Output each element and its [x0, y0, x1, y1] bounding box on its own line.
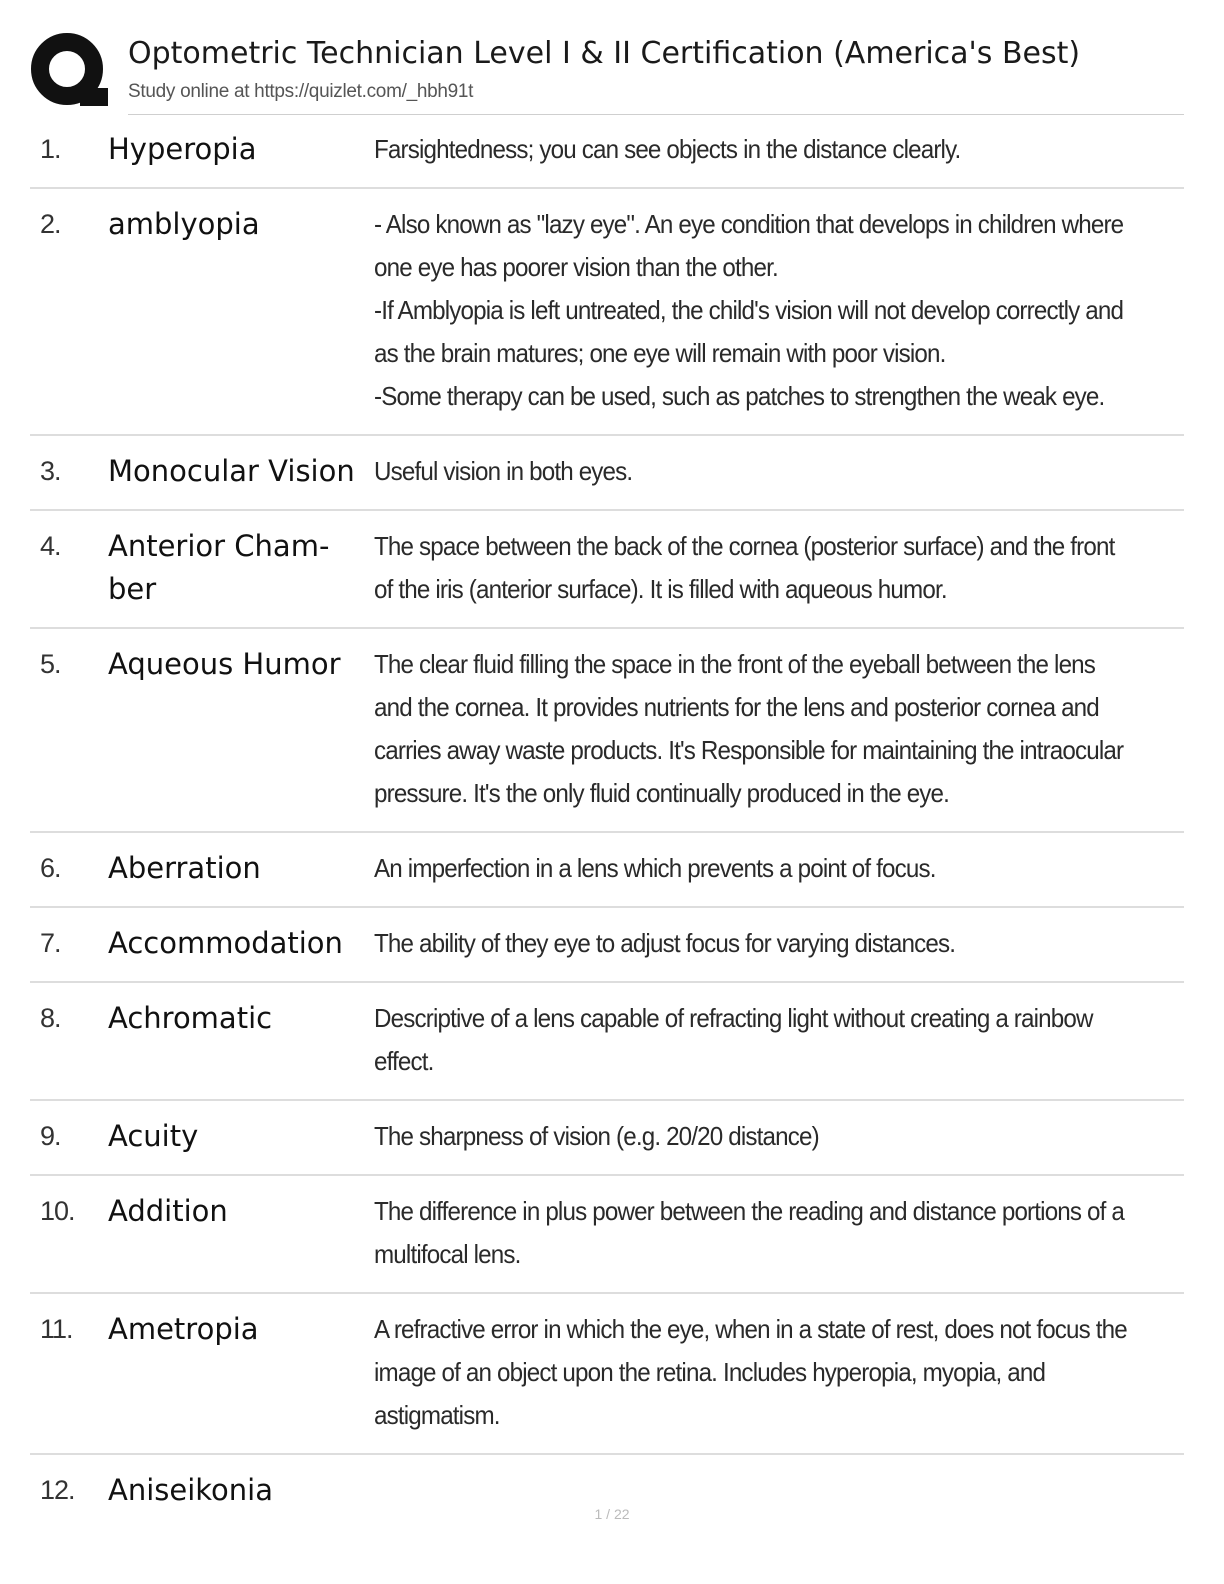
flashcard-row: [30, 189, 1184, 436]
flashcard-row: [30, 629, 1184, 833]
card-term: Achromatic: [108, 1001, 273, 1035]
definition-line: Descriptive of a lens capable of refracting light without creating a rainbow effect.: [374, 1003, 1093, 1076]
card-term: Addition: [108, 1194, 228, 1228]
definition-line: - Also known as "lazy eye". An eye condition that develops in children where one eye has poorer vision than the other.: [374, 209, 1124, 282]
card-definition: [374, 922, 1127, 965]
flashcard-row: [30, 908, 1184, 983]
flashcard-row: [30, 511, 1184, 629]
card-term: Anterior Cham-ber: [108, 529, 330, 606]
card-number: 5.: [40, 649, 61, 679]
definition-line: -Some therapy can be used, such as patches to strengthen the weak eye.: [374, 381, 1105, 411]
card-definition: [374, 997, 1127, 1083]
flashcard-row: [30, 114, 1184, 189]
flashcard-row: [30, 436, 1184, 511]
flashcard-row: [30, 1294, 1184, 1455]
quizlet-q-logo-icon: [30, 32, 108, 110]
flashcard-list: [30, 114, 1184, 1528]
definition-line: Useful vision in both eyes.: [374, 456, 633, 486]
card-definition: [374, 525, 1127, 611]
card-term: Aniseikonia: [108, 1473, 273, 1507]
card-number: 6.: [40, 853, 61, 883]
flashcard-row: [30, 1101, 1184, 1176]
definition-line: The clear fluid filling the space in the front of the eyeball between the lens and the cornea. It provides nutrients for the lens and posterior cornea and carries away waste products. It's Responsible for maintaining the intraocular pressure. It's the only fluid continually produced in the eye.: [374, 649, 1124, 808]
definition-line: The difference in plus power between the reading and distance portions of a multifocal lens.: [374, 1196, 1125, 1269]
card-term: amblyopia: [108, 207, 260, 241]
card-term: Aqueous Humor: [108, 647, 341, 681]
page-header: [30, 28, 1184, 114]
card-number: 4.: [40, 531, 61, 561]
card-term: Accommodation: [108, 926, 343, 960]
card-term: Monocular Vision: [108, 454, 355, 488]
card-term: Ametropia: [108, 1312, 259, 1346]
card-number: 7.: [40, 928, 61, 958]
flashcard-row: [30, 833, 1184, 908]
study-online-link[interactable]: Study online at https://quizlet.com/_hbh91t: [128, 81, 474, 102]
card-number: 1.: [40, 134, 61, 164]
card-number: 12.: [40, 1475, 75, 1505]
definition-line: Farsightedness; you can see objects in the distance clearly.: [374, 134, 961, 164]
card-term: Hyperopia: [108, 132, 257, 166]
definition-line: -If Amblyopia is left untreated, the child's vision will not develop correctly and as the brain matures; one eye will remain with poor vision.: [374, 295, 1124, 368]
definition-line: The space between the back of the cornea (posterior surface) and the front of the iris (anterior surface). It is filled with aqueous humor.: [374, 531, 1115, 604]
card-number: 9.: [40, 1121, 61, 1151]
card-definition: [374, 128, 1127, 171]
card-number: 10.: [40, 1196, 75, 1226]
card-number: 2.: [40, 209, 61, 239]
definition-line: The ability of they eye to adjust focus for varying distances.: [374, 928, 956, 958]
flashcard-row: [30, 1176, 1184, 1294]
card-term: Aberration: [108, 851, 261, 885]
card-number: 11.: [40, 1314, 73, 1344]
card-number: 3.: [40, 456, 61, 486]
card-definition: [374, 1115, 1127, 1158]
page-title: Optometric Technician Level I & II Certification (America's Best): [128, 36, 1081, 71]
definition-line: A refractive error in which the eye, when in a state of rest, does not focus the image of an object upon the retina. Includes hyperopia, myopia, and astigmatism.: [374, 1314, 1127, 1430]
card-number: 8.: [40, 1003, 61, 1033]
flashcard-row: [30, 983, 1184, 1101]
definition-line: An imperfection in a lens which prevents a point of focus.: [374, 853, 936, 883]
page-number: 1 / 22: [594, 1506, 630, 1522]
card-definition: [374, 450, 1127, 493]
card-definition: [374, 847, 1127, 890]
card-term: Acuity: [108, 1119, 199, 1153]
card-definition: [374, 643, 1127, 815]
card-definition: [374, 203, 1127, 418]
definition-line: The sharpness of vision (e.g. 20/20 distance): [374, 1121, 819, 1151]
card-definition: [374, 1308, 1127, 1437]
card-definition: [374, 1190, 1127, 1276]
